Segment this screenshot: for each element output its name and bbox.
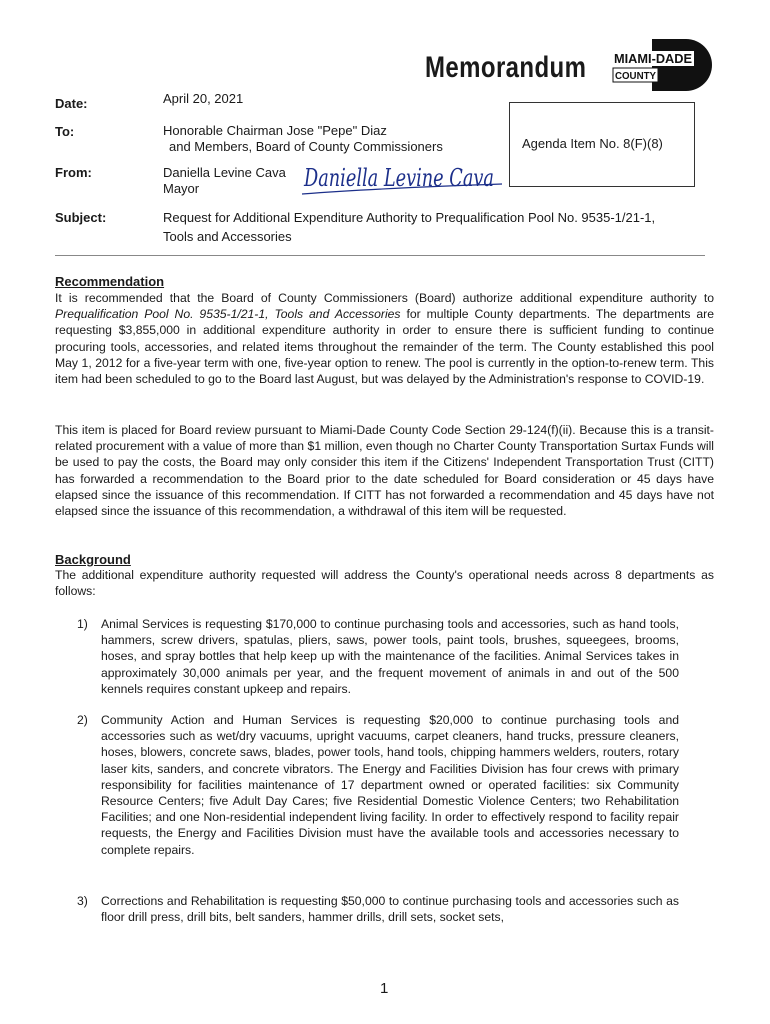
to-line-2: and Members, Board of County Commissioners bbox=[169, 139, 443, 154]
logo-line2: COUNTY bbox=[615, 70, 656, 82]
list-item bbox=[55, 616, 715, 697]
header-divider bbox=[55, 255, 705, 256]
list-item-text: Community Action and Human Services is requesting $20,000 to continue purchasing tools and accessories such as wet/dry vacuums, upright vacuums, carpet cleaners, hand trucks, pressure cleaners, hoses, blowers, concrete saws, blades, power tools, hand tools, chipping hammers welders, routers, rotary laser kits, sanders, and concrete vibrators. The Energy and Facilities Division has four crews with primary responsibility for facilities maintenance of 17 department owned or operated facilities: six Community Resource Centers; five Adult Day Cares; five Residential Domestic Violence Centers; two Rehabilitation Facilities; and one Non-residential independent living facility. In order to effectively respond to facility repair requests, the Energy and Facilities Division must have the available tools and accessories necessary to complete repairs. bbox=[101, 713, 679, 857]
svg-text:Daniella Levine Cava: Daniella Levine Cava bbox=[303, 164, 494, 192]
list-item bbox=[55, 712, 715, 858]
from-label: From: bbox=[55, 165, 92, 180]
subject-line-2: Tools and Accessories bbox=[163, 229, 292, 244]
to-label: To: bbox=[55, 124, 75, 139]
list-item-number: 1) bbox=[77, 617, 88, 631]
from-line-2: Mayor bbox=[163, 181, 200, 196]
list-item bbox=[55, 893, 715, 925]
date-value: April 20, 2021 bbox=[163, 91, 244, 106]
from-line-1: Daniella Levine Cava bbox=[163, 165, 286, 180]
subject-label: Subject: bbox=[55, 210, 107, 225]
list-item-number: 2) bbox=[77, 713, 88, 727]
recommendation-heading: Recommendation bbox=[55, 274, 165, 289]
to-line-1: Honorable Chairman Jose "Pepe" Diaz bbox=[163, 123, 387, 138]
subject-line-1: Request for Additional Expenditure Authority to Prequalification Pool No. 9535-1/21-1, bbox=[163, 210, 656, 225]
agenda-item-label: Agenda Item No. 8(F)(8) bbox=[522, 136, 663, 151]
list-item-text: Animal Services is requesting $170,000 to continue purchasing tools and accessories, such as hand tools, hammers, screw drivers, spatulas, pliers, saws, power tools, paint tools, brushes, squeegees, brooms, hoses, and spray bottles that help keep up with the maintenance of the facilities. Animal Services takes in approximately 30,000 animals per year, and the frequent movement of animals in and out of the 500 kennels requires constant upkeep and repairs. bbox=[101, 617, 679, 696]
miami-dade-county-logo bbox=[612, 37, 710, 93]
date-label: Date: bbox=[55, 96, 88, 111]
agenda-item-box bbox=[509, 102, 695, 187]
memo-title: Memorandum bbox=[425, 51, 587, 84]
recommendation-paragraph-1: It is recommended that the Board of County Commissioners (Board) authorize additional expenditure authority to Prequalification Pool No. 9535-1/21-1, Tools and Accessories for multiple County departments. The departments are requesting $3,855,000 in additional expenditure authority in order to ensure there is sufficient funding to continue procuring tools, accessories, and related items throughout the remainder of the term. The County established this pool May 1, 2012 for a five-year term with one, five-year option to renew. The pool is currently in the option-to-renew term. This item had been scheduled to go to the Board last August, but was delayed by the Administration's response to COVID-19. bbox=[55, 291, 714, 387]
list-item-number: 3) bbox=[77, 894, 88, 908]
recommendation-paragraph-2: This item is placed for Board review pursuant to Miami-Dade County Code Section 29-124(f)(ii). Because this is a transit-related procurement with a value of more than $1 million, even though no Charter County Transportation Surtax Funds will be used to pay the costs, the Board may only consider this item if the Citizens' Independent Transportation Trust (CITT) has forwarded a recommendation to the Board prior to the date scheduled for Board consideration or 45 days have elapsed since the issuance of this recommendation. If CITT has not forwarded a recommendation and 45 days have not elapsed since the issuance of this recommendation, a withdrawal of this item will be requested. bbox=[55, 423, 714, 519]
mayor-signature bbox=[302, 158, 507, 200]
background-heading: Background bbox=[55, 552, 131, 567]
list-item-text: Corrections and Rehabilitation is requesting $50,000 to continue purchasing tools and accessories such as floor drill press, drill bits, belt sanders, hammer drills, drill sets, socket sets, bbox=[101, 894, 679, 925]
background-intro: The additional expenditure authority requested will address the County's operational needs across 8 departments as follows: bbox=[55, 568, 714, 599]
logo-line1: MIAMI-DADE bbox=[614, 52, 692, 66]
page-number: 1 bbox=[380, 980, 389, 997]
